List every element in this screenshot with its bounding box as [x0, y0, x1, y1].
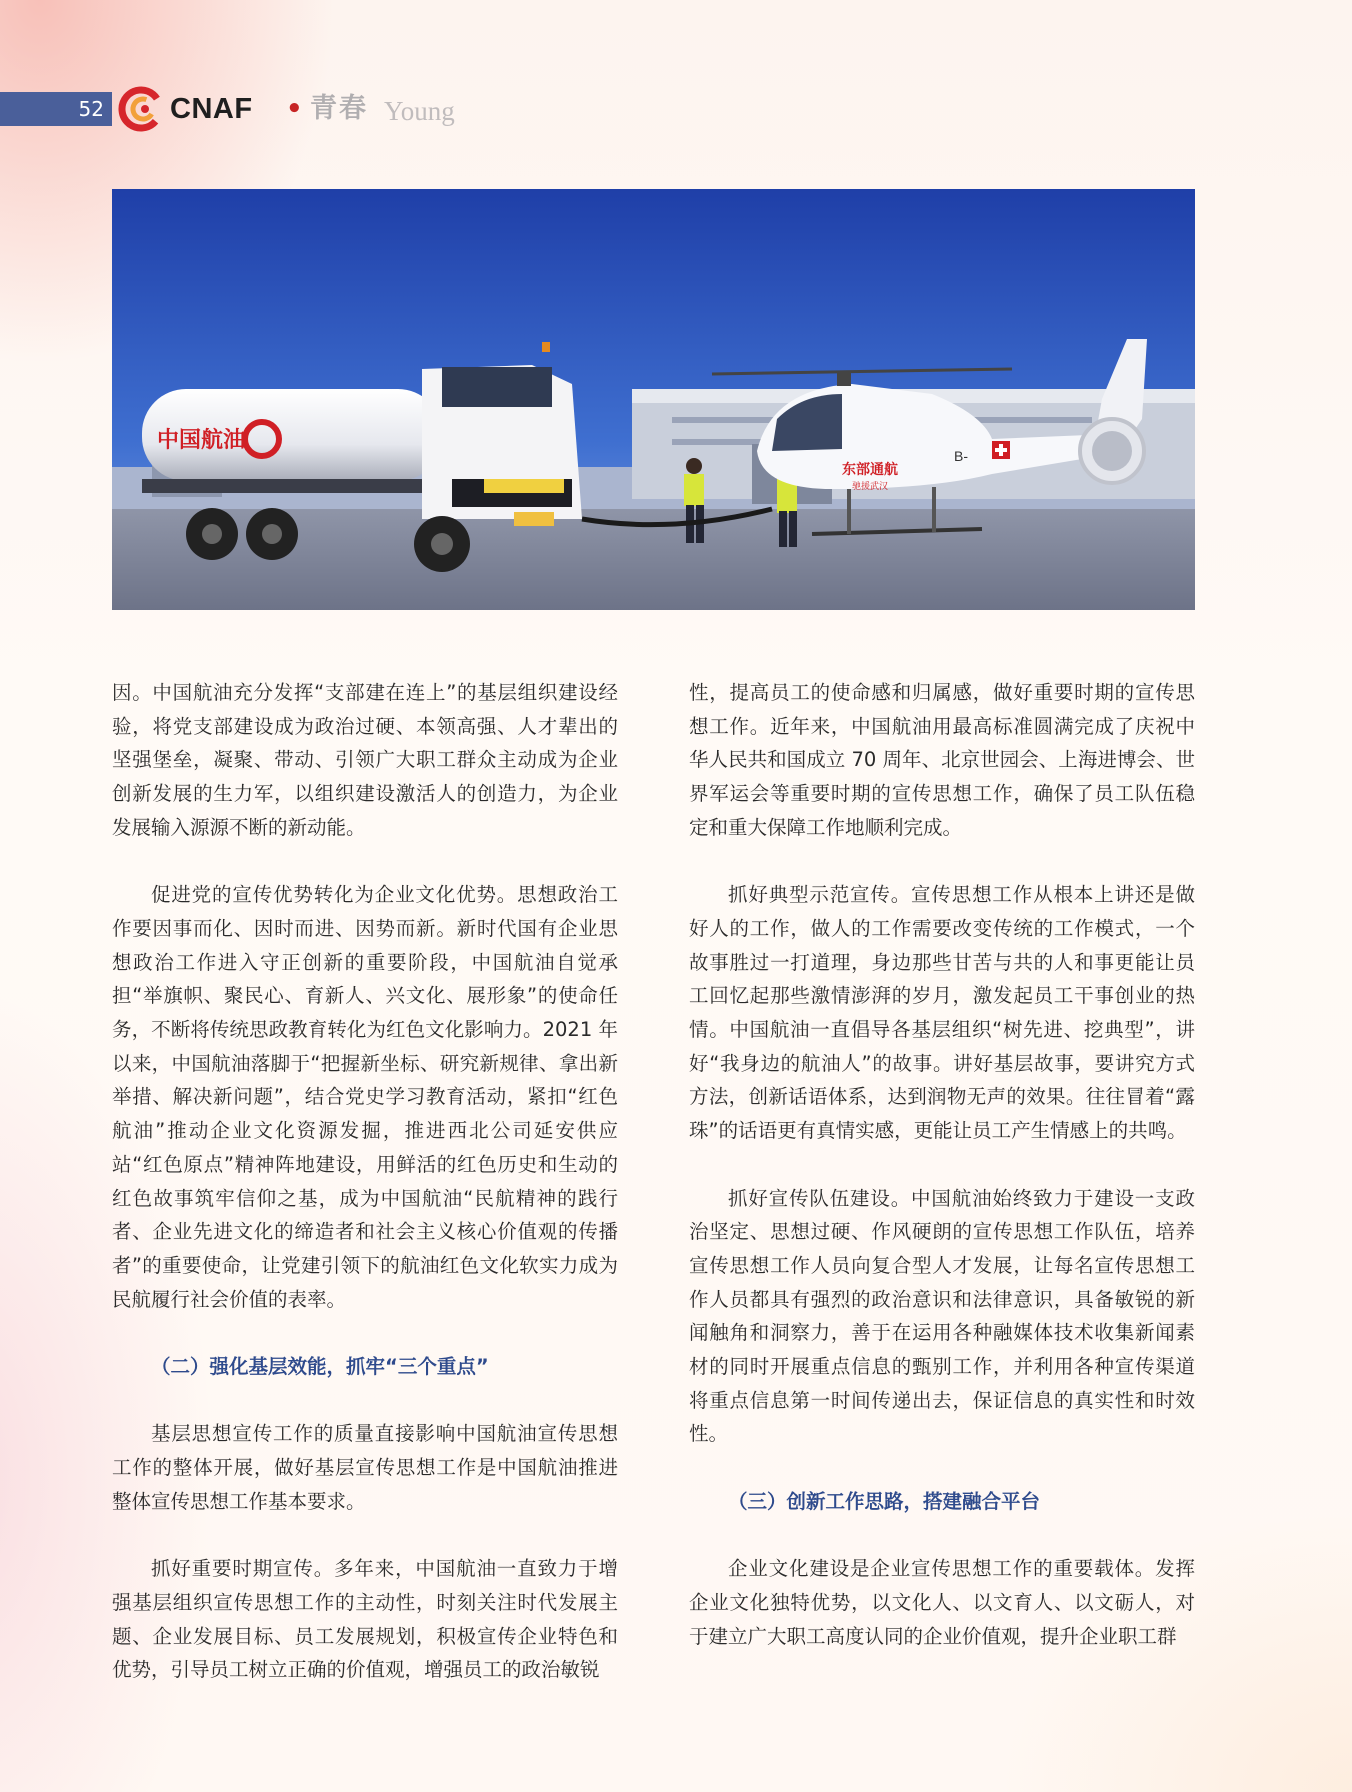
header-separator: • [286, 94, 303, 124]
left-column [112, 676, 618, 1687]
cnaf-logo-icon [118, 86, 164, 132]
body-paragraph: 基层思想宣传工作的质量直接影响中国航油宣传思想工作的整体开展，做好基层宣传思想工作是中国航油推进整体宣传思想工作基本要求。 [112, 1422, 618, 1513]
helicopter-subtext: 驰援武汉 [852, 482, 889, 492]
section-title-en: Young [384, 96, 455, 126]
refueling-truck-helicopter-image [112, 189, 1195, 610]
section-title-cn: 青春 [310, 93, 368, 124]
body-paragraph: 抓好重要时期宣传。多年来，中国航油一直致力于增强基层组织宣传思想工作的主动性，时刻关注时代发展主题、企业发展目标、员工发展规划，积极宣传企业特色和优势，引导员工树立正确的价值观，增强员工的政治敏锐 [112, 1557, 618, 1682]
page-header [0, 92, 500, 126]
page-number: 52 [0, 92, 112, 126]
section-heading: （二）强化基层效能，抓牢“三个重点” [151, 1355, 489, 1379]
body-paragraph: 企业文化建设是企业宣传思想工作的重要载体。发挥企业文化独特优势，以文化人、以文育人、以文砺人，对于建立广大职工高度认同的企业价值观，提升企业职工群 [689, 1557, 1195, 1648]
section-heading: （三）创新工作思路，搭建融合平台 [728, 1489, 1041, 1513]
feature-photo [112, 189, 1195, 610]
body-paragraph: 性，提高员工的使命感和归属感，做好重要时期的宣传思想工作。近年来，中国航油用最高标准圆满完成了庆祝中华人民共和国成立 70 周年、北京世园会、上海进博会、世界军运会等重要时期的宣传思想工作，确保了员工队伍稳定和重大保障工作地顺利完成。 [689, 681, 1195, 839]
helicopter-text: 东部通航 [842, 462, 898, 478]
truck-brand-text: 中国航油 [157, 428, 246, 453]
body-paragraph: 促进党的宣传优势转化为企业文化优势。思想政治工作要因事而化、因时而进、因势而新。新时代国有企业思想政治工作进入守正创新的重要阶段，中国航油自觉承担“举旗帜、聚民心、育新人、兴文化、展形象”的使命任务，不断将传统思政教育转化为红色文化影响力。2021 年以来，中国航油落脚于“把握新坐标、研究新规律、拿出新举措、解决新问题”，结合党史学习教育活动，紧扣“红色航油”推动企业文化资源发掘，推进西北公司延安供应站“红色原点”精神阵地建设，用鲜活的红色历史和生动的红色故事筑牢信仰之基，成为中国航油“民航精神的践行者、企业先进文化的缔造者和社会主义核心价值观的传播者”的重要使命，让党建引领下的航油红色文化软实力成为民航履行社会价值的表率。 [112, 883, 618, 1311]
body-paragraph: 抓好宣传队伍建设。中国航油始终致力于建设一支政治坚定、思想过硬、作风硬朗的宣传思想工作队伍，培养宣传思想工作人员向复合型人才发展，让每名宣传思想工作人员都具有强烈的政治意识和法律意识，具备敏锐的新闻触角和洞察力，善于在运用各种融媒体技术收集新闻素材的同时开展重点信息的甄别工作，并利用各种宣传渠道将重点信息第一时间传递出去，保证信息的真实性和时效性。 [689, 1186, 1195, 1446]
body-paragraph: 抓好典型示范宣传。宣传思想工作从根本上讲还是做好人的工作，做人的工作需要改变传统的工作模式，一个故事胜过一打道理，身边那些甘苦与共的人和事更能让员工回忆起那些激情澎湃的岁月，激发起员工干事创业的热情。中国航油一直倡导各基层组织“树先进、挖典型”，讲好“我身边的航油人”的故事。讲好基层故事，要讲究方式方法，创新话语体系，达到润物无声的效果。往往冒着“露珠”的话语更有真情实感，更能让员工产生情感上的共鸣。 [689, 883, 1195, 1143]
brand-name: CNAF [170, 93, 253, 125]
helicopter-registration: B- [954, 448, 968, 464]
right-column [689, 676, 1195, 1653]
body-paragraph: 因。中国航油充分发挥“支部建在连上”的基层组织建设经验，将党支部建设成为政治过硬、本领高强、人才辈出的坚强堡垒，凝聚、带动、引领广大职工群众主动成为企业创新发展的生力军，以组织建设激活人的创造力，为企业发展输入源源不断的新动能。 [112, 681, 618, 839]
